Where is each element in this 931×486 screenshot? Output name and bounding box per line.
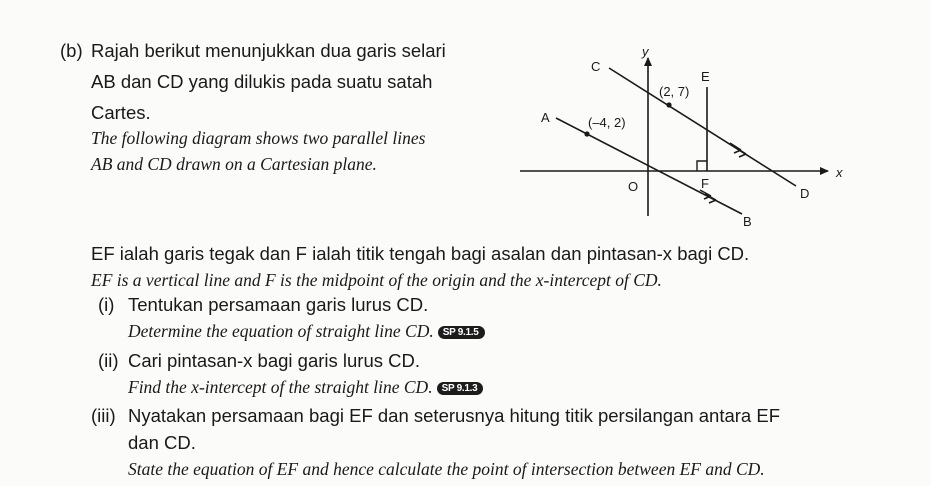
point-dot-minus4-2 (584, 131, 589, 136)
question-1-english (128, 321, 485, 342)
question-2-malay: Cari pintasan-x bagi garis lurus CD. (128, 350, 421, 371)
question-2-english-text: Find the x-intercept of the straight line CD. (128, 377, 433, 397)
label-coord-2-7: (2, 7) (659, 84, 690, 99)
question-3-number: (iii) (91, 405, 116, 426)
question-2-badge: SP 9.1.3 (437, 382, 484, 395)
label-point-a: A (541, 110, 550, 125)
label-y-axis: y (642, 44, 649, 59)
intro-malay-line-3: Cartes. (91, 102, 151, 123)
question-1-malay: Tentukan persamaan garis lurus CD. (128, 294, 429, 315)
question-2-number: (ii) (98, 350, 119, 371)
label-x-axis: x (836, 165, 843, 180)
question-3-malay-line-1: Nyatakan persamaan bagi EF dan seterusnya hitung titik persilangan antara EF (128, 405, 780, 426)
intro-malay-line-2: AB dan CD yang dilukis pada suatu satah (91, 71, 433, 92)
label-point-e: E (701, 69, 710, 84)
question-2-english (128, 377, 483, 398)
statement-malay: EF ialah garis tegak dan F ialah titik tengah bagi asalan dan pintasan-x bagi CD. (91, 243, 750, 264)
question-1-number: (i) (98, 294, 115, 315)
label-coord-minus4-2: (–4, 2) (588, 115, 626, 130)
parallel-mark-ab (700, 190, 716, 203)
intro-english-line-2: AB and CD drawn on a Cartesian plane. (91, 154, 377, 174)
question-3-english: State the equation of EF and hence calculate the point of intersection between EF and CD. (128, 459, 765, 479)
question-1-english-text: Determine the equation of straight line CD. (128, 321, 434, 341)
label-point-c: C (591, 59, 601, 74)
intro-malay-line-1: Rajah berikut menunjukkan dua garis selari (91, 40, 446, 61)
right-angle-mark (697, 161, 707, 171)
question-3-malay-line-2: dan CD. (128, 432, 196, 453)
point-dot-2-7 (666, 102, 671, 107)
label-point-d: D (800, 186, 810, 201)
label-point-b: B (743, 214, 752, 229)
line-cd (609, 68, 796, 186)
label-origin: O (628, 179, 639, 194)
part-label: (b) (60, 40, 83, 61)
statement-english: EF is a vertical line and F is the midpoint of the origin and the x-intercept of CD. (91, 270, 662, 290)
intro-english-line-1: The following diagram shows two parallel lines (91, 128, 426, 148)
question-1-badge: SP 9.1.5 (438, 326, 485, 339)
label-point-f: F (701, 176, 709, 191)
